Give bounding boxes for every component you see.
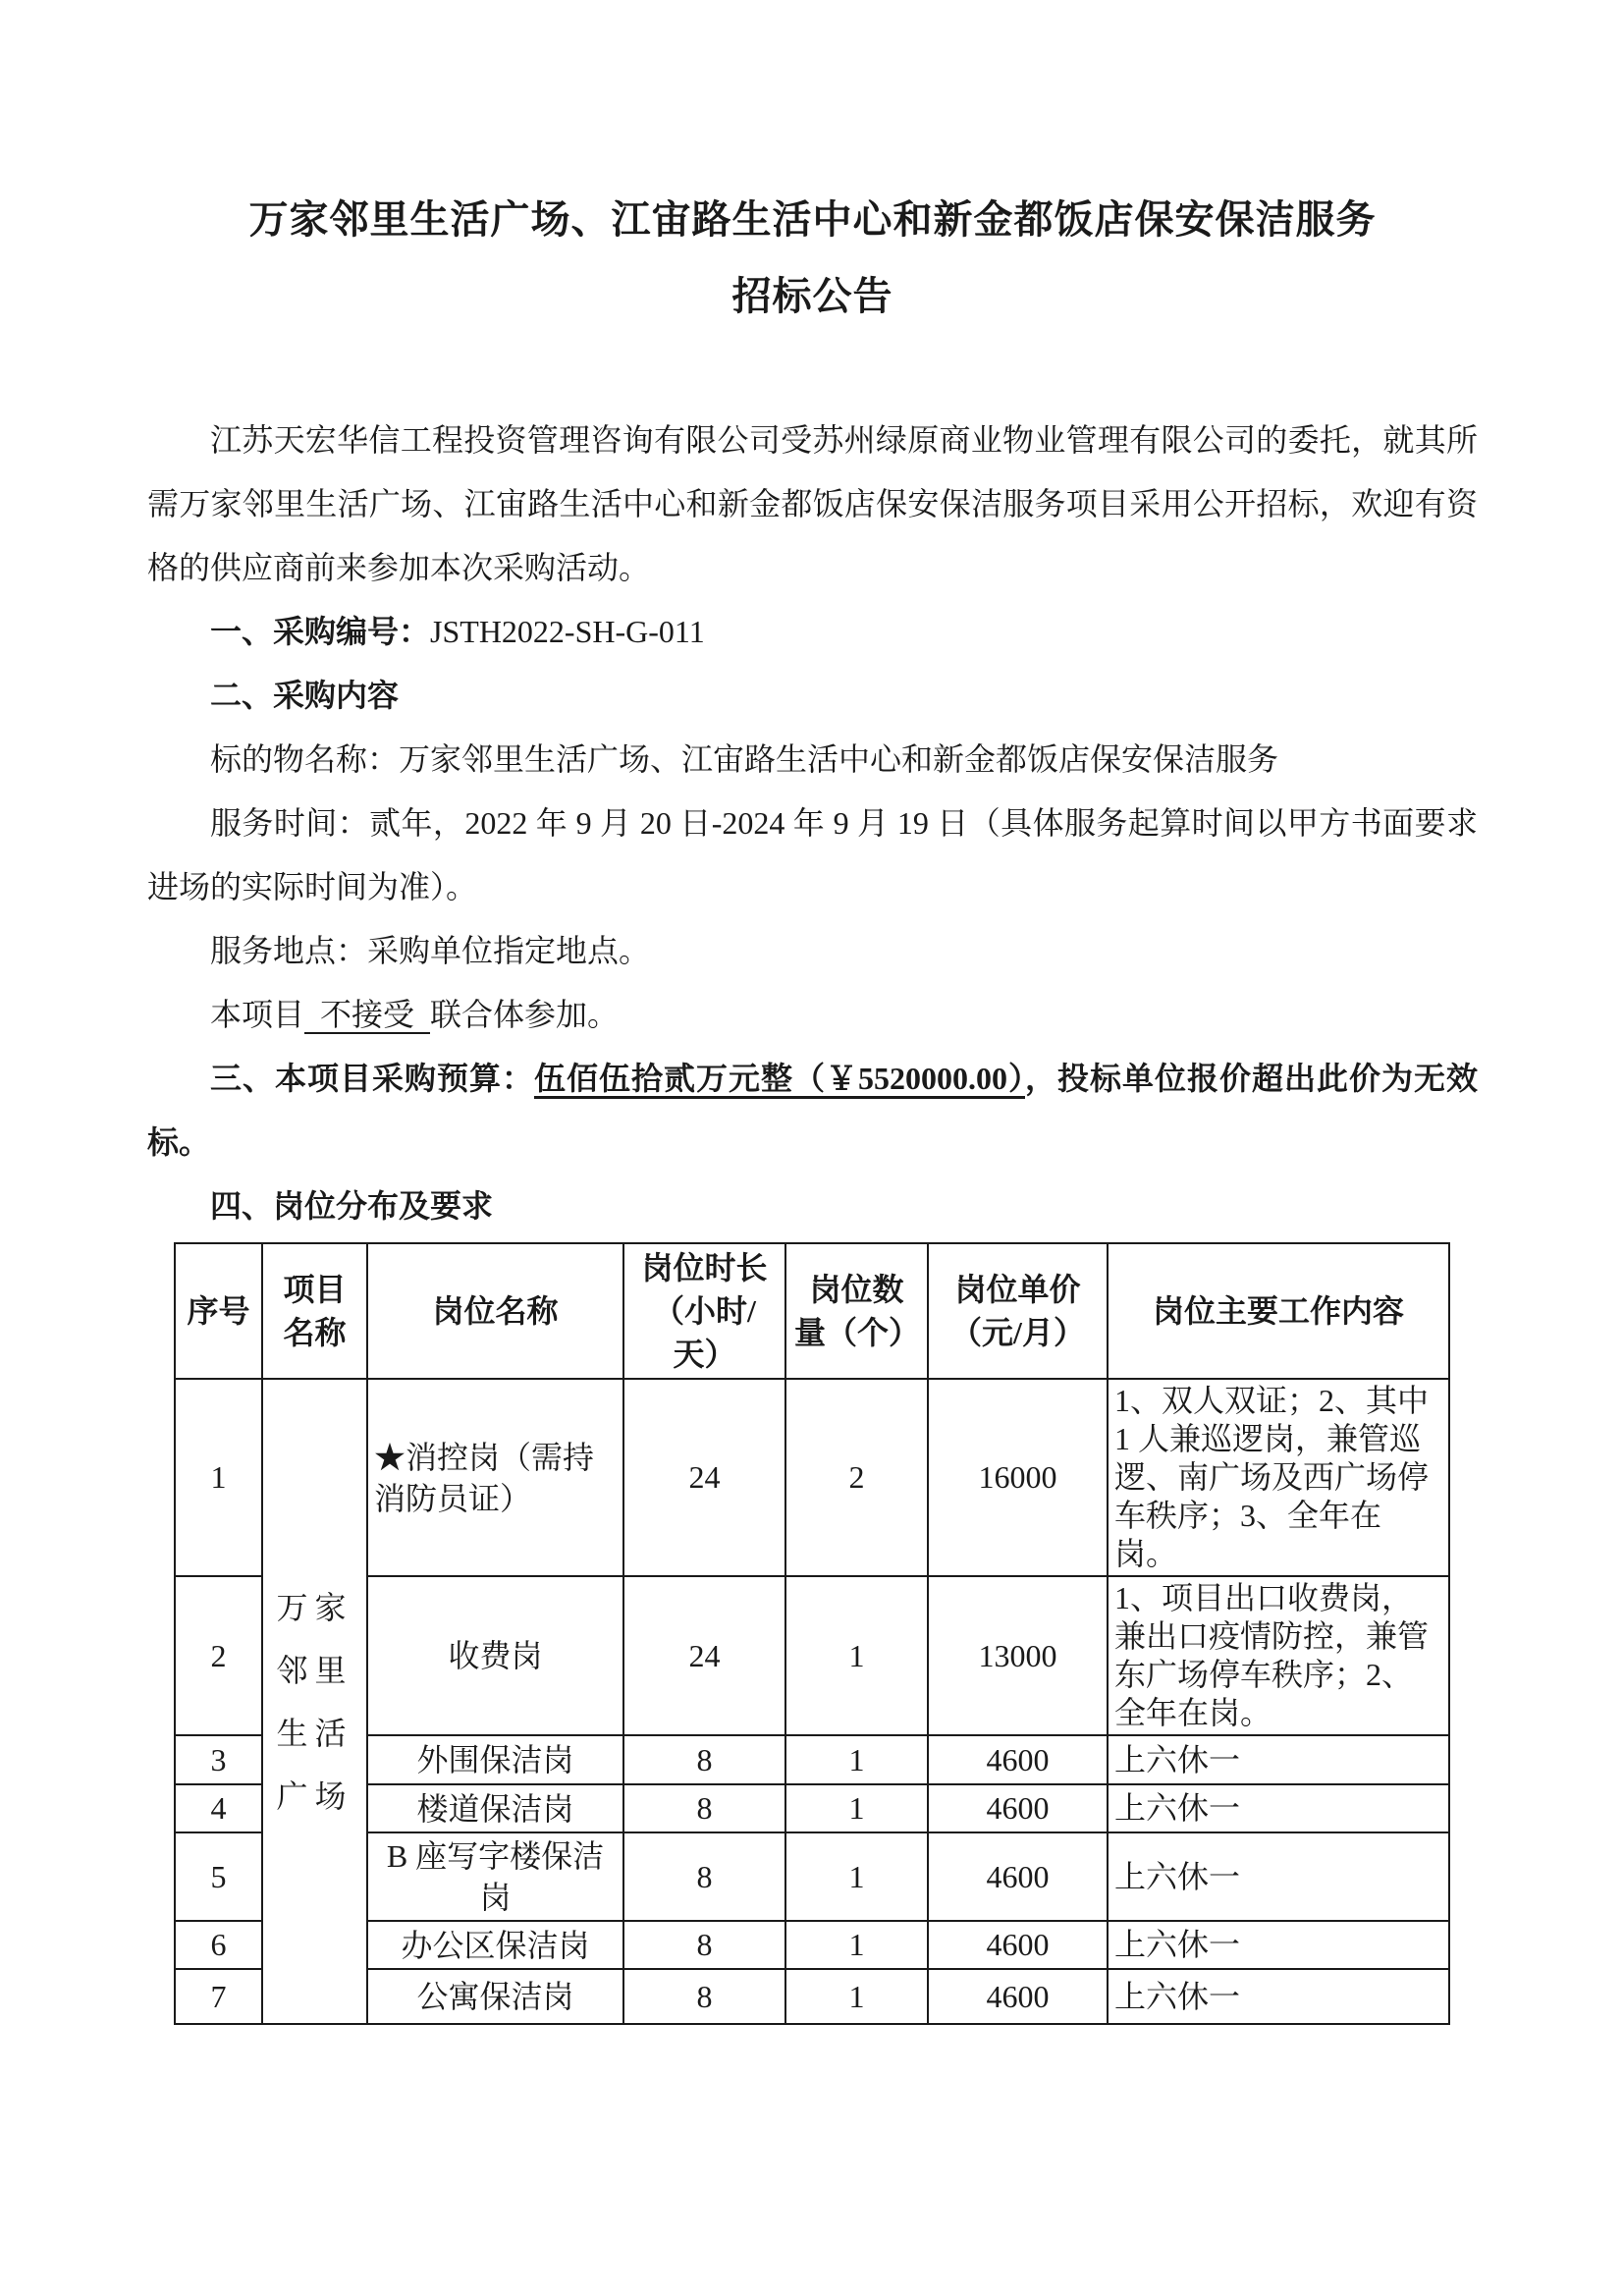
budget-label: 三、本项目采购预算： bbox=[210, 1061, 534, 1096]
subject-name-line: 标的物名称：万家邻里生活广场、江宙路生活中心和新金都饭店保安保洁服务 bbox=[210, 741, 1279, 777]
cell-post: ★消控岗（需持消防员证） bbox=[367, 1379, 623, 1576]
cell-price: 4600 bbox=[928, 1921, 1108, 1969]
procurement-number: JSTH2022-SH-G-011 bbox=[430, 614, 705, 649]
cell-count: 1 bbox=[785, 1832, 928, 1921]
cell-duty: 上六休一 bbox=[1108, 1784, 1449, 1832]
section-2-heading: 二、采购内容 bbox=[210, 678, 400, 713]
cell-hours: 8 bbox=[623, 1735, 785, 1784]
cell-post: 楼道保洁岗 bbox=[367, 1784, 623, 1832]
cell-hours: 24 bbox=[623, 1379, 785, 1576]
cell-duty: 上六休一 bbox=[1108, 1832, 1449, 1921]
cell-no: 4 bbox=[175, 1784, 262, 1832]
column-header-count: 岗位数量（个） bbox=[785, 1243, 928, 1379]
cell-hours: 8 bbox=[623, 1969, 785, 2024]
cell-price: 4600 bbox=[928, 1832, 1108, 1921]
column-header-hours: 岗位时长（小时/天） bbox=[623, 1243, 785, 1379]
column-header-project: 项目名称 bbox=[262, 1243, 367, 1379]
cell-duty: 上六休一 bbox=[1108, 1969, 1449, 2024]
page-title-line1: 万家邻里生活广场、江宙路生活中心和新金都饭店保安保洁服务 bbox=[248, 197, 1377, 242]
cell-count: 1 bbox=[785, 1784, 928, 1832]
cell-project-name bbox=[262, 1379, 367, 2024]
cell-no: 7 bbox=[175, 1969, 262, 2024]
cell-count: 1 bbox=[785, 1921, 928, 1969]
cell-duty: 1、项目出口收费岗，兼出口疫情防控，兼管东广场停车秩序；2、全年在岗。 bbox=[1108, 1576, 1449, 1735]
intro-paragraph: 江苏天宏华信工程投资管理咨询有限公司受苏州绿原商业物业管理有限公司的委托，就其所需万家邻里生活广场、江宙路生活中心和新金都饭店保安保洁服务项目采用公开招标，欢迎有资格的供应商前来参加本次采购活动。 bbox=[147, 422, 1478, 585]
service-place-line: 服务地点：采购单位指定地点。 bbox=[210, 933, 651, 968]
service-time-line: 服务时间：贰年，2022 年 9 月 20 日-2024 年 9 月 19 日（具体服务起算时间以甲方书面要求进场的实际时间为准）。 bbox=[147, 805, 1478, 904]
page-title-line2: 招标公告 bbox=[731, 274, 893, 318]
section-1-line bbox=[147, 600, 1478, 664]
cell-hours: 8 bbox=[623, 1832, 785, 1921]
column-header-no: 序号 bbox=[175, 1243, 262, 1379]
position-table bbox=[174, 1242, 1450, 2025]
cell-duty: 1、双人双证；2、其中 1 人兼巡逻岗，兼管巡逻、南广场及西广场停车秩序；3、全年在岗。 bbox=[1108, 1379, 1449, 1576]
budget-suffix: ，投标单位报价超出此价为无效标。 bbox=[147, 1061, 1478, 1160]
cell-price: 4600 bbox=[928, 1784, 1108, 1832]
project-name-text: 万家邻里生活广场 bbox=[276, 1589, 353, 1814]
cell-count: 1 bbox=[785, 1735, 928, 1784]
cell-price: 13000 bbox=[928, 1576, 1108, 1735]
cell-count: 1 bbox=[785, 1969, 928, 2024]
cell-count: 2 bbox=[785, 1379, 928, 1576]
column-header-duty: 岗位主要工作内容 bbox=[1108, 1243, 1449, 1379]
column-header-price: 岗位单价（元/月） bbox=[928, 1243, 1108, 1379]
cell-hours: 8 bbox=[623, 1784, 785, 1832]
cell-post: 办公区保洁岗 bbox=[367, 1921, 623, 1969]
cell-no: 1 bbox=[175, 1379, 262, 1576]
cell-no: 5 bbox=[175, 1832, 262, 1921]
cell-hours: 8 bbox=[623, 1921, 785, 1969]
cell-no: 6 bbox=[175, 1921, 262, 1969]
cell-price: 4600 bbox=[928, 1969, 1108, 2024]
cell-post: 收费岗 bbox=[367, 1576, 623, 1735]
cell-post: B 座写字楼保洁岗 bbox=[367, 1832, 623, 1921]
cell-duty: 上六休一 bbox=[1108, 1921, 1449, 1969]
cell-price: 4600 bbox=[928, 1735, 1108, 1784]
cell-no: 3 bbox=[175, 1735, 262, 1784]
document-body bbox=[147, 409, 1478, 1238]
cell-hours: 24 bbox=[623, 1576, 785, 1735]
joint-bid-suffix: 联合体参加。 bbox=[430, 997, 620, 1032]
cell-count: 1 bbox=[785, 1576, 928, 1735]
cell-duty: 上六休一 bbox=[1108, 1735, 1449, 1784]
cell-post: 公寓保洁岗 bbox=[367, 1969, 623, 2024]
section-1-label: 一、采购编号： bbox=[210, 614, 431, 649]
column-header-post: 岗位名称 bbox=[367, 1243, 623, 1379]
table-row bbox=[175, 1379, 1449, 1576]
section-3-line bbox=[147, 1047, 1478, 1175]
joint-bid-line bbox=[147, 983, 1478, 1047]
budget-amount: 伍佰伍拾贰万元整（￥5520000.00） bbox=[534, 1061, 1025, 1099]
cell-no: 2 bbox=[175, 1576, 262, 1735]
joint-bid-prefix: 本项目 bbox=[210, 997, 305, 1032]
table-header-row bbox=[175, 1243, 1449, 1379]
section-4-heading: 四、岗位分布及要求 bbox=[210, 1188, 494, 1224]
cell-price: 16000 bbox=[928, 1379, 1108, 1576]
joint-bid-underlined: 不接受 bbox=[304, 997, 430, 1034]
cell-post: 外围保洁岗 bbox=[367, 1735, 623, 1784]
